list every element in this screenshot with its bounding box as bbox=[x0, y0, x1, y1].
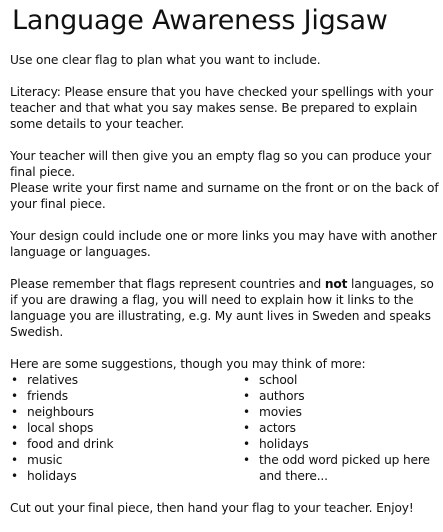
reminder-text-after: languages, so if you are drawing a flag, you will need to explain how it links to the language you are illustrating, e.g. My aunt lives in Sweden and speaks Swedish. bbox=[10, 277, 434, 339]
suggestions-intro: Here are some suggestions, though you may think of more: bbox=[10, 357, 366, 371]
list-item: • movies bbox=[243, 405, 302, 419]
bullet-icon: • bbox=[11, 469, 18, 483]
list-item: • authors bbox=[243, 389, 305, 403]
bullet-icon: • bbox=[11, 405, 18, 419]
bullet-icon: • bbox=[243, 421, 250, 435]
bullet-icon: • bbox=[11, 421, 18, 435]
bullet-icon: • bbox=[11, 437, 18, 451]
bullet-icon: • bbox=[243, 405, 250, 419]
suggestions-list-left bbox=[10, 372, 242, 484]
page-title: Language Awareness Jigsaw bbox=[12, 5, 388, 36]
closing-paragraph: Cut out your final piece, then hand your flag to your teacher. Enjoy! bbox=[10, 501, 414, 515]
suggestions-list-right bbox=[242, 372, 432, 484]
reminder-text-before: Please remember that flags represent countries and bbox=[10, 277, 325, 291]
literacy-paragraph: Literacy: Please ensure that you have checked your spellings with your teacher and that what you say makes sense. Be prepared to explain some details to your teacher. bbox=[10, 85, 434, 131]
list-item: • relatives bbox=[11, 373, 78, 387]
bullet-icon: • bbox=[11, 389, 18, 403]
bullet-icon: • bbox=[11, 453, 18, 467]
bullet-icon: • bbox=[243, 453, 250, 467]
bullet-icon: • bbox=[243, 437, 250, 451]
list-item: • local shops bbox=[11, 421, 94, 435]
list-item: • holidays bbox=[243, 437, 309, 451]
suggestions-lists bbox=[10, 372, 440, 484]
bullet-icon: • bbox=[243, 389, 250, 403]
write-name-paragraph: Please write your first name and surname on the front or on the back of your final piece. bbox=[10, 181, 439, 211]
list-item: • actors bbox=[243, 421, 296, 435]
bullet-icon: • bbox=[11, 373, 18, 387]
list-item: • music bbox=[11, 453, 63, 467]
reminder-bold-not: not bbox=[324, 277, 348, 291]
list-item: • neighbours bbox=[11, 405, 94, 419]
design-paragraph: Your design could include one or more links you may have with another language or languages. bbox=[10, 229, 437, 259]
list-item: • holidays bbox=[11, 469, 77, 483]
worksheet-body bbox=[10, 52, 440, 532]
intro-paragraph: Use one clear flag to plan what you want to include. bbox=[10, 53, 321, 67]
list-item: • school bbox=[243, 373, 298, 387]
list-item: • the odd word picked up here and there... bbox=[243, 453, 430, 483]
list-item: • food and drink bbox=[11, 437, 114, 451]
teacher-flag-paragraph: Your teacher will then give you an empty flag so you can produce your final piece. bbox=[10, 149, 432, 179]
list-item: • friends bbox=[11, 389, 68, 403]
bullet-icon: • bbox=[243, 373, 250, 387]
reminder-paragraph bbox=[10, 276, 440, 340]
